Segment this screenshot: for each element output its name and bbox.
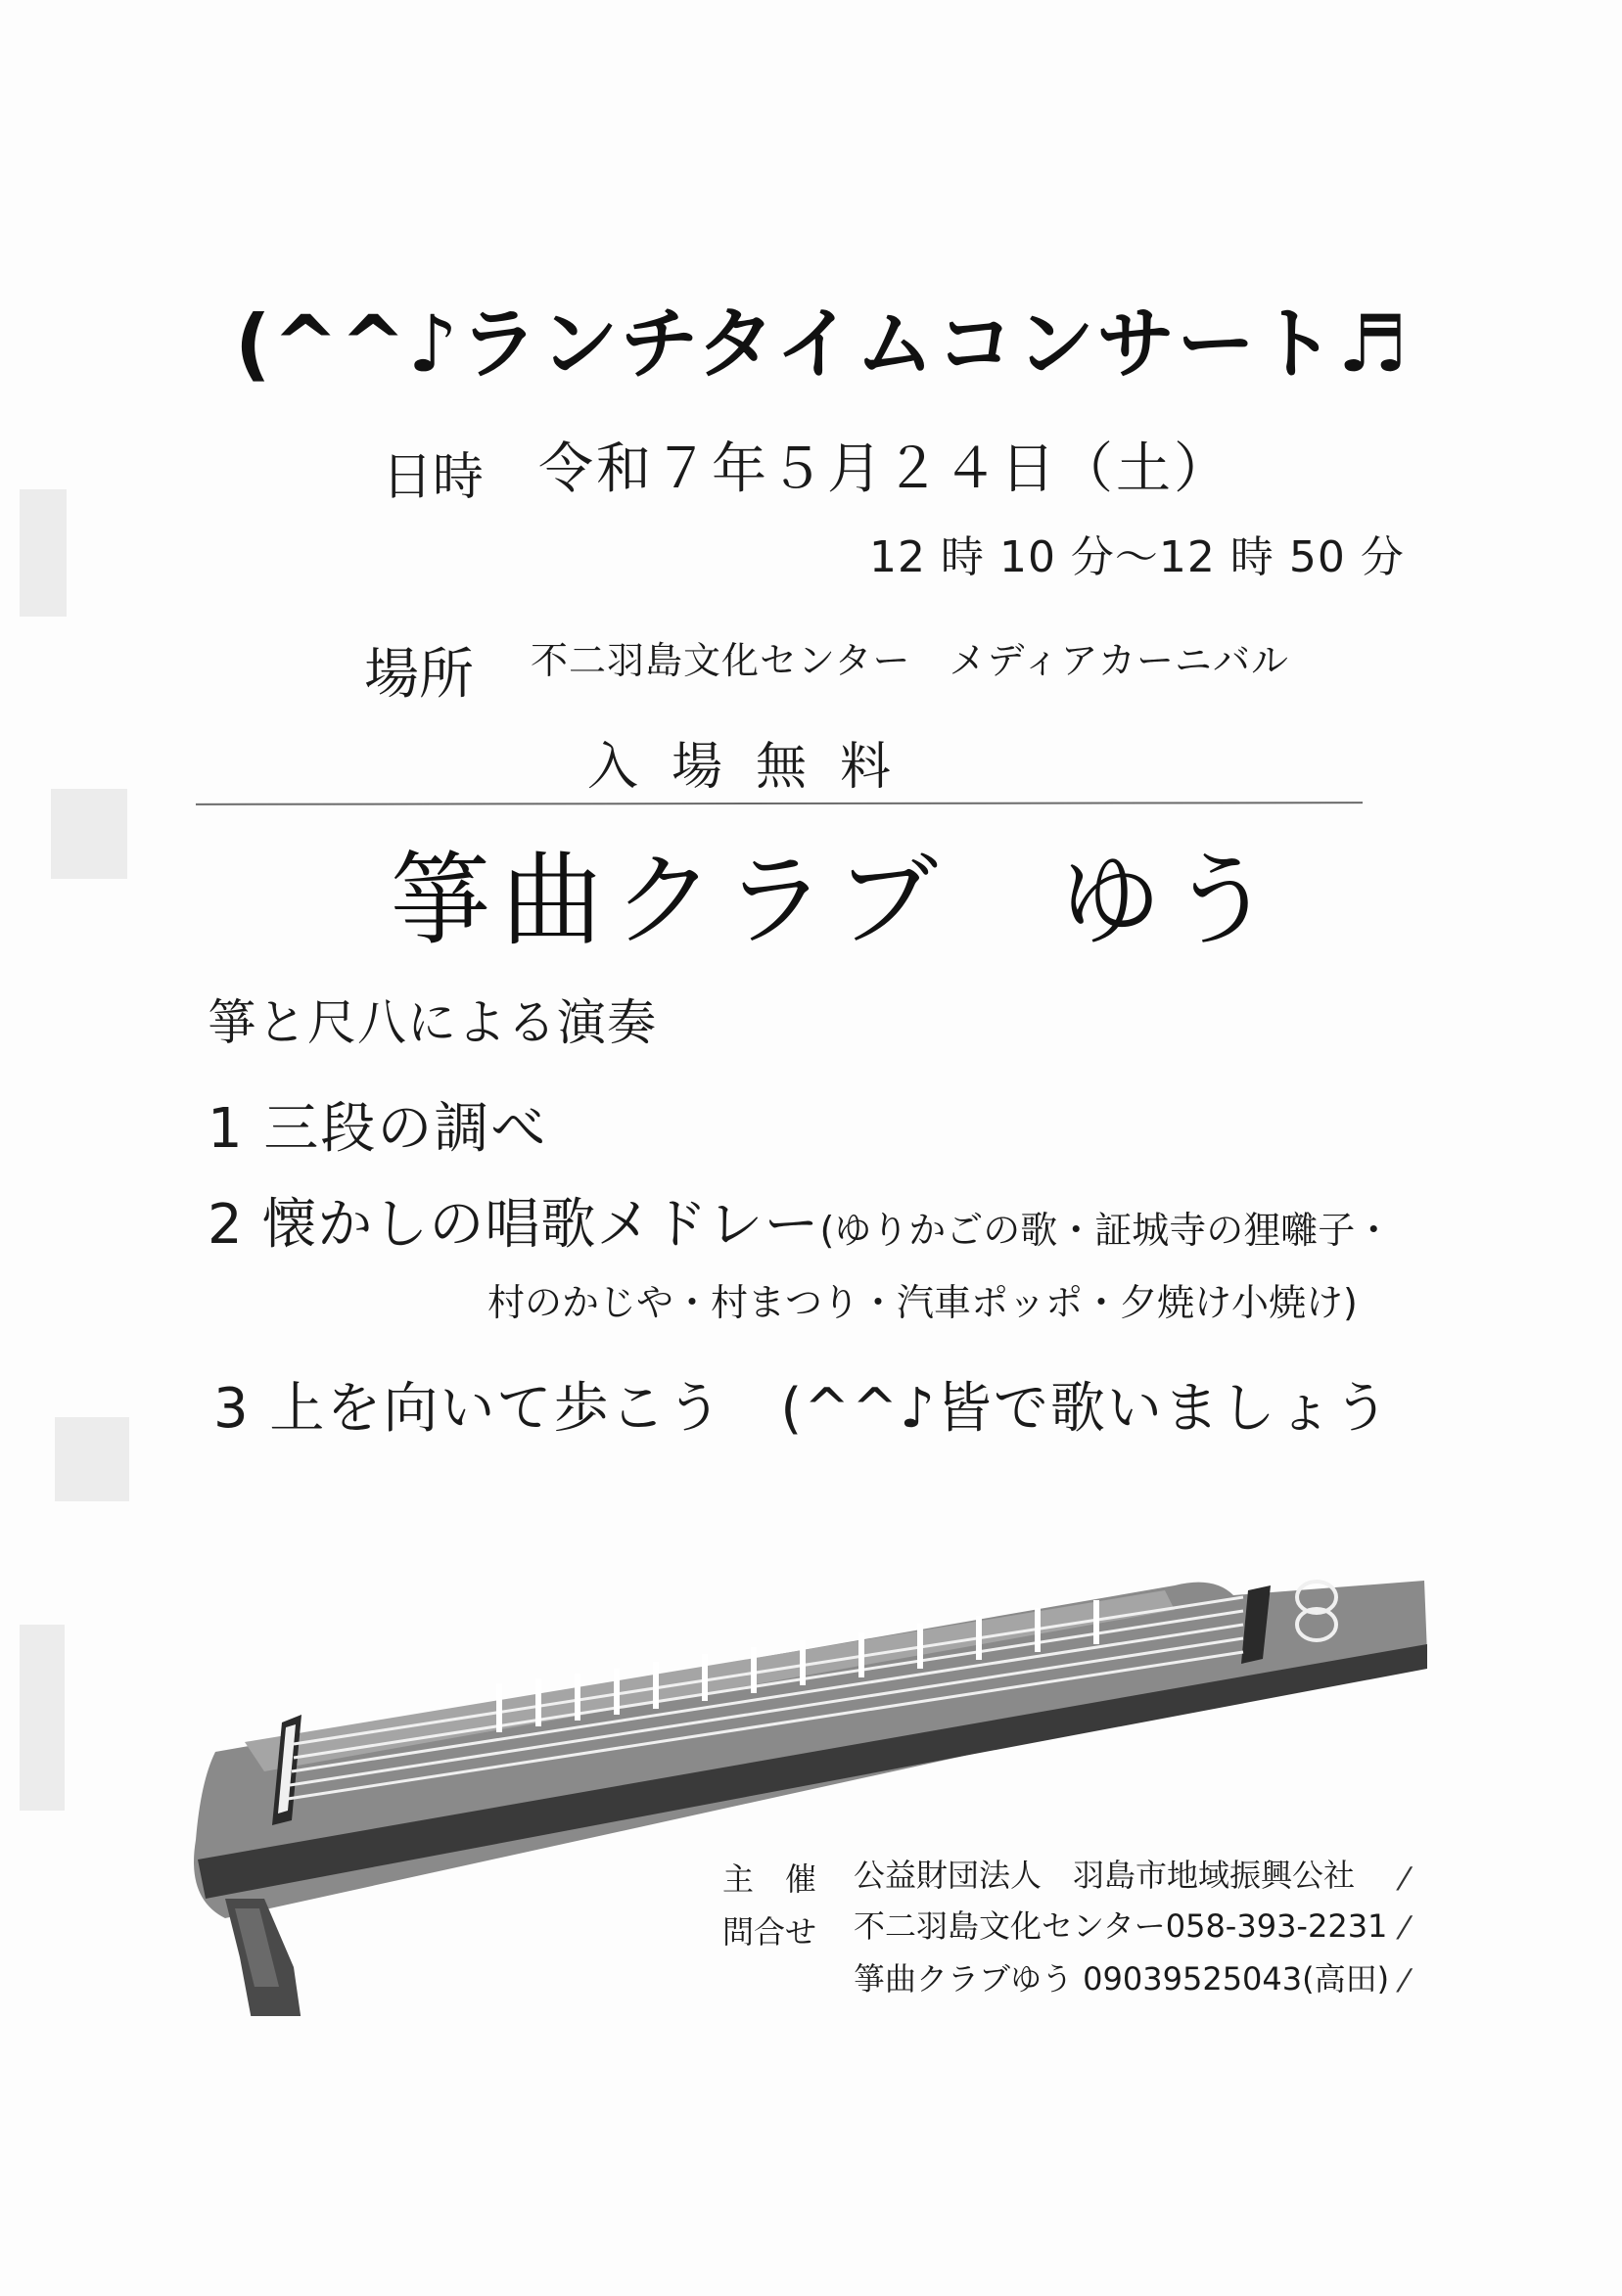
admission-text: 入場無料 bbox=[587, 738, 925, 797]
place-value: 不二羽島文化センター メディアカーニバル bbox=[531, 639, 1290, 682]
program-item-2 bbox=[208, 1193, 1393, 1257]
program-item-3: 3 上を向いて歩こう (^^♪皆で歌いましょう bbox=[213, 1377, 1391, 1441]
organizer-label: 主 催 bbox=[722, 1860, 817, 1898]
check-mark-icon: ⁄ bbox=[1402, 1860, 1408, 1898]
scan-mark bbox=[20, 1625, 65, 1811]
event-title: (^^♪ランチタイムコンサート♬ bbox=[235, 298, 1410, 390]
scan-mark bbox=[55, 1417, 129, 1501]
check-mark-icon: ⁄ bbox=[1402, 1909, 1408, 1947]
date-label: 日時 bbox=[382, 448, 485, 507]
scan-mark bbox=[20, 489, 67, 617]
time-value: 12 時 10 分～12 時 50 分 bbox=[869, 532, 1405, 582]
scan-mark bbox=[51, 789, 127, 879]
program-item-2-continued: 村のかじや・村まつり・汽車ポッポ・夕焼け小焼け) bbox=[487, 1281, 1358, 1324]
program-item-1: 1 三段の調べ bbox=[208, 1097, 548, 1161]
club-name: 箏曲クラブ ゆう bbox=[390, 841, 1283, 960]
date-value: 令和７年５月２４日（土） bbox=[538, 437, 1231, 501]
check-mark-icon: ⁄ bbox=[1402, 1962, 1408, 1999]
program-item-2-note: (ゆりかごの歌・証城寺の狸囃子・ bbox=[819, 1209, 1393, 1252]
contact-label: 問合せ bbox=[722, 1913, 817, 1951]
contact-value-2: 箏曲クラブゆう 09039525043(高田) bbox=[854, 1960, 1390, 1998]
divider bbox=[196, 802, 1363, 805]
performance-subtitle: 箏と尺八による演奏 bbox=[208, 994, 657, 1051]
contact-value-1: 不二羽島文化センター058-393-2231 bbox=[854, 1907, 1388, 1945]
program-item-2-title: 2 懐かしの唱歌メドレー bbox=[208, 1193, 820, 1257]
organizer-value: 公益財団法人 羽島市地域振興公社 bbox=[854, 1857, 1356, 1894]
place-label: 場所 bbox=[364, 643, 474, 707]
